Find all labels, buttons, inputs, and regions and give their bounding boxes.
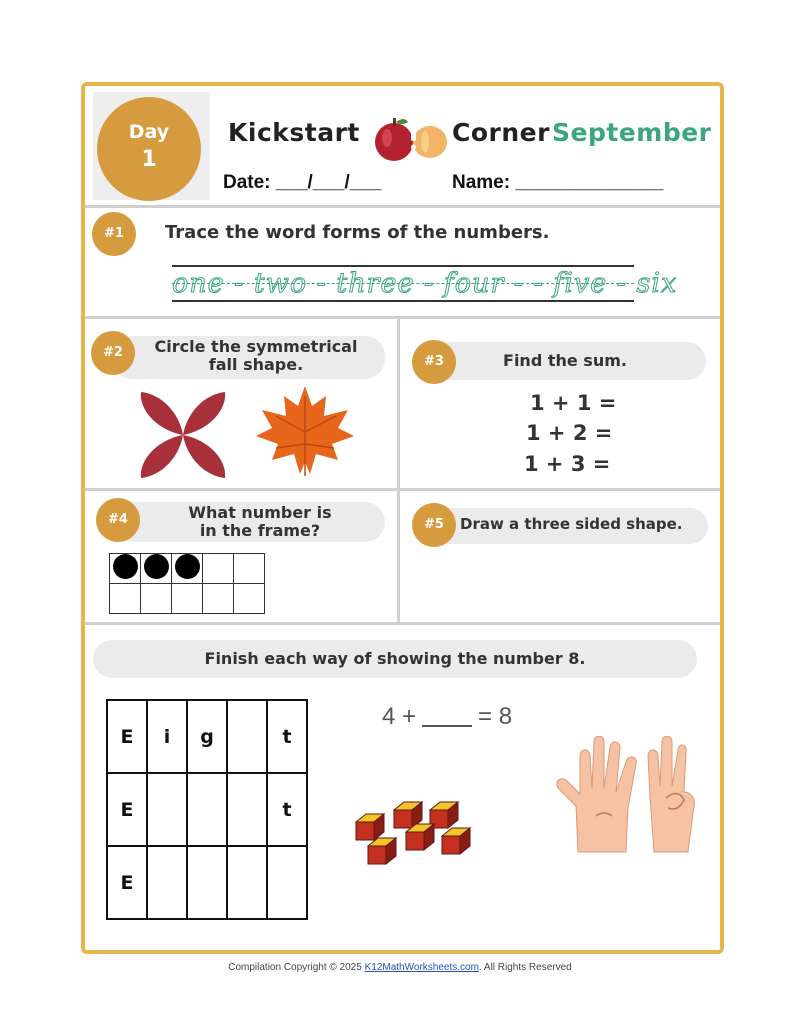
frame-cell	[110, 584, 141, 614]
grid-cell: t	[267, 700, 307, 773]
apples-icon	[372, 116, 448, 162]
grid-cell-blank[interactable]	[187, 773, 227, 846]
equation-left: 4 +	[382, 703, 417, 730]
frame-cell	[110, 554, 141, 584]
question-4-prompt-line2: in the frame?	[199, 521, 321, 540]
divider-line	[397, 319, 400, 622]
grid-cell-blank[interactable]	[187, 846, 227, 919]
trace-words[interactable]: one - two - three - four - - five - six	[172, 268, 678, 299]
question-5-badge: #5	[412, 503, 456, 547]
frame-cell	[172, 554, 203, 584]
question-2-prompt	[136, 338, 376, 374]
question-2-prompt-line2: fall shape.	[208, 355, 304, 374]
title-corner: Corner	[452, 118, 550, 147]
day-number: 1	[141, 147, 157, 172]
open-hand-icon	[552, 736, 644, 854]
grid-cell-blank[interactable]	[227, 700, 267, 773]
frame-cell	[172, 584, 203, 614]
day-badge	[97, 97, 201, 201]
cubes-icon	[354, 800, 480, 872]
question-2-prompt-line1: Circle the symmetrical	[154, 337, 358, 356]
question-4-prompt	[150, 504, 370, 540]
divider-line	[85, 622, 720, 625]
grid-cell-blank[interactable]	[267, 846, 307, 919]
divider-line	[85, 316, 720, 319]
question-3-prompt: Find the sum.	[503, 351, 627, 370]
question-3-badge: #3	[412, 340, 456, 384]
footer-text: Compilation Copyright © 2025	[228, 962, 362, 973]
equation-right: = 8	[478, 703, 513, 730]
frame-cell	[141, 554, 172, 584]
grid-cell-blank[interactable]	[227, 773, 267, 846]
trace-line-top	[172, 265, 634, 267]
question-4-prompt-line1: What number is	[188, 503, 332, 522]
spelling-grid	[106, 699, 308, 920]
sum-3: 1 + 3 =	[524, 452, 611, 476]
divider-line	[85, 205, 720, 208]
equation-blank[interactable]	[422, 709, 472, 727]
grid-cell: t	[267, 773, 307, 846]
symmetrical-petal-shape[interactable]	[137, 390, 229, 480]
question-4-badge: #4	[96, 498, 140, 542]
question-2-badge: #2	[91, 331, 135, 375]
sum-2: 1 + 2 =	[526, 421, 613, 445]
question-6-prompt: Finish each way of showing the number 8.	[204, 649, 586, 668]
drawing-area[interactable]	[405, 550, 715, 618]
maple-leaf-shape[interactable]	[252, 382, 358, 480]
grid-cell: i	[147, 700, 187, 773]
copyright-footer	[0, 962, 800, 973]
grid-cell: E	[107, 773, 147, 846]
question-1-badge: #1	[92, 212, 136, 256]
month-title: September	[552, 118, 712, 147]
addition-equation	[382, 703, 512, 731]
grid-cell-blank[interactable]	[147, 773, 187, 846]
grid-cell: g	[187, 700, 227, 773]
question-1-prompt: Trace the word forms of the numbers.	[165, 222, 550, 243]
day-label: Day	[128, 121, 170, 143]
title-kickstart: Kickstart	[228, 118, 360, 147]
sum-1: 1 + 1 =	[530, 391, 617, 415]
footer-text-end: . All Rights Reserved	[478, 962, 572, 973]
trace-line-base	[172, 300, 634, 302]
frame-cell	[141, 584, 172, 614]
footer-link[interactable]: K12MathWorksheets.com	[364, 962, 479, 973]
frame-cell	[234, 554, 265, 584]
frame-cell	[203, 584, 234, 614]
frame-cell	[203, 554, 234, 584]
date-field[interactable]: Date: ___/___/___	[223, 172, 382, 193]
question-5-prompt: Draw a three sided shape.	[460, 515, 683, 533]
counter-dot	[144, 554, 169, 579]
counter-dot	[175, 554, 200, 579]
name-field[interactable]: Name: ______________	[452, 172, 664, 193]
grid-cell: E	[107, 700, 147, 773]
grid-cell-blank[interactable]	[147, 846, 187, 919]
counter-dot	[113, 554, 138, 579]
grid-cell-blank[interactable]	[227, 846, 267, 919]
ten-frame	[109, 553, 265, 614]
frame-cell	[234, 584, 265, 614]
divider-line	[85, 488, 720, 491]
grid-cell: E	[107, 846, 147, 919]
three-finger-hand-icon	[644, 736, 700, 854]
